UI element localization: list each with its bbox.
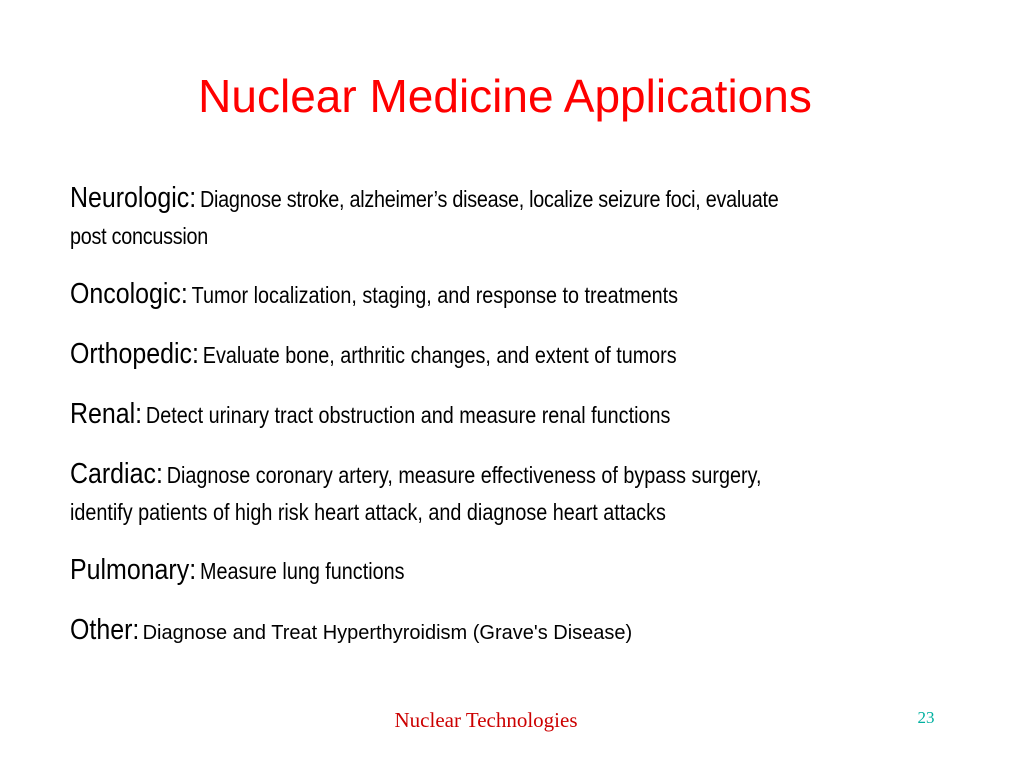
desc-other: Diagnose and Treat Hyperthyroidism (Grave's Disease) xyxy=(142,622,633,644)
list-item-renal xyxy=(70,394,950,454)
term-other: Other: xyxy=(70,614,140,646)
desc-neurologic-line1: Diagnose stroke, alzheimer’s disease, localize seizure foci, evaluate xyxy=(199,186,779,212)
list-item-pulmonary xyxy=(70,550,950,610)
list-item-neurologic xyxy=(70,178,950,258)
list-item-oncologic xyxy=(70,274,950,334)
footer-title: Nuclear Technologies xyxy=(394,708,578,732)
list-item-cardiac xyxy=(70,454,950,550)
desc-neurologic-line2: post concussion xyxy=(70,223,208,249)
term-renal: Renal: xyxy=(70,398,143,430)
term-cardiac: Cardiac: xyxy=(70,458,163,490)
desc-renal: Detect urinary tract obstruction and measure renal functions xyxy=(145,402,671,428)
term-oncologic: Oncologic: xyxy=(70,278,188,310)
desc-oncologic: Tumor localization, staging, and response to treatments xyxy=(191,282,678,308)
page-number: 23 xyxy=(917,708,935,727)
desc-cardiac-line2: identify patients of high risk heart attack, and diagnose heart attacks xyxy=(70,499,666,525)
slide-title: Nuclear Medicine Applications xyxy=(198,70,812,122)
term-orthopedic: Orthopedic: xyxy=(70,338,199,370)
desc-pulmonary: Measure lung functions xyxy=(199,558,405,584)
list-item-other xyxy=(70,610,950,660)
applications-list xyxy=(70,178,950,660)
term-pulmonary: Pulmonary: xyxy=(70,554,197,586)
list-item-orthopedic xyxy=(70,334,950,394)
term-neurologic: Neurologic: xyxy=(70,182,197,214)
desc-cardiac-line1: Diagnose coronary artery, measure effectiveness of bypass surgery, xyxy=(166,462,762,488)
desc-orthopedic: Evaluate bone, arthritic changes, and extent of tumors xyxy=(202,342,677,368)
